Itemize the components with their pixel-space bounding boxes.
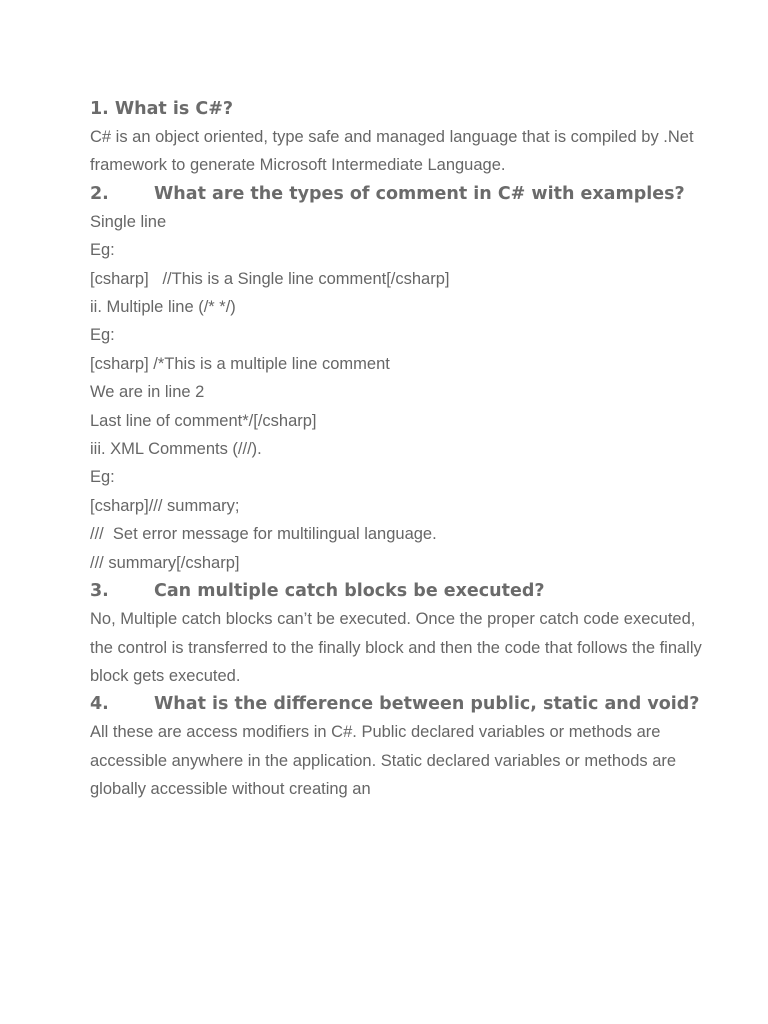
question-title: Can multiple catch blocks be executed?: [154, 581, 545, 602]
question-4-heading: [90, 690, 710, 718]
question-number: 3.: [90, 581, 109, 602]
question-4-answer: All these are access modifiers in C#. Public declared variables or methods are accessible anywhere in the application. Static declared variables or methods are globally accessible without creating an: [90, 723, 681, 799]
comment-type-line: Eg:: [90, 241, 115, 260]
comment-type-line: Last line of comment*/[/csharp]: [90, 411, 317, 430]
question-title: What are the types of comment in C# with examples?: [154, 183, 685, 204]
question-title: What is C#?: [114, 99, 234, 119]
comment-type-line: Single line: [90, 212, 167, 231]
comment-type-line: We are in line 2: [90, 383, 205, 402]
question-3-answer: No, Multiple catch blocks can’t be executed. Once the proper catch code executed, the control is transferred to the finally block and then the code that follows the finally block gets executed.: [90, 610, 707, 685]
comment-type-line: /// Set error message for multilingual language.: [90, 525, 437, 544]
comment-type-line: /// summary[/csharp]: [90, 553, 240, 572]
comment-type-line: Eg:: [90, 468, 115, 487]
question-number: 2.: [90, 183, 109, 204]
document-page: [90, 95, 710, 804]
comment-type-line: ii. Multiple line (/* */): [90, 298, 236, 317]
question-3-heading: [90, 577, 710, 605]
comment-type-line: [csharp] /*This is a multiple line comment: [90, 354, 390, 373]
question-1-answer: C# is an object oriented, type safe and managed language that is compiled by .Net framework to generate Microsoft Intermediate Language.: [90, 128, 699, 175]
comment-type-line: Eg:: [90, 326, 115, 345]
question-2-heading: [90, 180, 710, 208]
question-1-heading: [90, 95, 710, 123]
comment-type-line: [csharp]/// summary;: [90, 496, 240, 515]
comment-type-line: [csharp] //This is a Single line comment[/csharp]: [90, 269, 450, 288]
question-number: 1.: [90, 99, 109, 119]
comment-type-line: iii. XML Comments (///).: [90, 440, 262, 459]
question-title: What is the difference between public, static and void?: [154, 694, 700, 715]
question-number: 4.: [90, 694, 109, 715]
